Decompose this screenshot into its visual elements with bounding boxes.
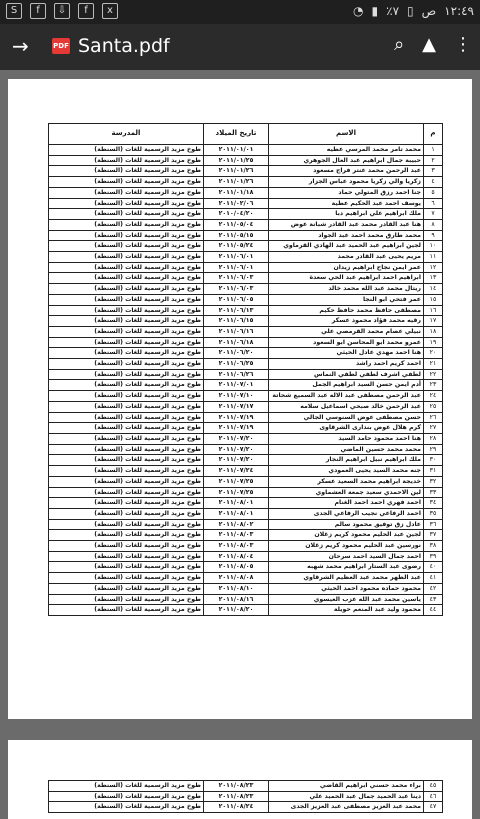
row-number: ٤٤: [424, 605, 443, 616]
birth-date: ٢٠١١/٠٧/٢٠: [204, 433, 269, 444]
row-number: ٤٥: [424, 781, 443, 792]
student-name: عبد الرحمن خالد صبحي اسماعيل سلامه: [269, 401, 424, 412]
table-row: [49, 166, 443, 177]
facebook-icon: f: [30, 3, 46, 19]
row-number: ١٤: [424, 284, 443, 295]
student-name: يوسف احمد عبد الحكيم عطية: [269, 198, 424, 209]
school-name: طوخ مزيد الرسمية للغات (السنطة): [49, 198, 204, 209]
birth-date: ٢٠١١/٠٨/٠٨: [204, 573, 269, 584]
row-number: ٢٢: [424, 369, 443, 380]
birth-date: ٢٠١١/٠٧/٢٥: [204, 476, 269, 487]
row-number: ١٧: [424, 316, 443, 327]
table-row: [49, 433, 443, 444]
school-name: طوخ مزيد الرسمية للغات (السنطة): [49, 187, 204, 198]
table-row: [49, 466, 443, 477]
school-name: طوخ مزيد الرسمية للغات (السنطة): [49, 401, 204, 412]
birth-date: ٢٠١١/٠٥/٠٤: [204, 219, 269, 230]
school-name: طوخ مزيد الرسمية للغات (السنطة): [49, 230, 204, 241]
row-number: ١٦: [424, 305, 443, 316]
table-row: [49, 412, 443, 423]
birth-date: ٢٠١١/٠٨/٠١: [204, 498, 269, 509]
school-name: طوخ مزيد الرسمية للغات (السنطة): [49, 348, 204, 359]
birth-date: ٢٠١١/٠٨/٠٣: [204, 530, 269, 541]
student-name: احمد الرفاعي نجيب الرفاعي الجدى: [269, 508, 424, 519]
row-number: ٢١: [424, 359, 443, 370]
row-number: ٢٧: [424, 423, 443, 434]
table-row: [49, 294, 443, 305]
table-row: [49, 423, 443, 434]
row-number: ٤١: [424, 573, 443, 584]
school-name: طوخ مزيد الرسمية للغات (السنطة): [49, 562, 204, 573]
table-row: [49, 359, 443, 370]
skype-icon: S: [6, 3, 22, 19]
row-number: ٣٢: [424, 476, 443, 487]
row-number: ٤٧: [424, 802, 443, 813]
row-number: ٤٠: [424, 562, 443, 573]
table-row: [49, 594, 443, 605]
school-name: طوخ مزيد الرسمية للغات (السنطة): [49, 177, 204, 188]
school-name: طوخ مزيد الرسمية للغات (السنطة): [49, 241, 204, 252]
table-row: [49, 498, 443, 509]
table-row: [49, 155, 443, 166]
row-number: ٣٥: [424, 508, 443, 519]
student-name: محمود حماده محمود احمد الحيثي: [269, 583, 424, 594]
row-number: ٣٨: [424, 541, 443, 552]
row-number: ٣٤: [424, 498, 443, 509]
birth-date: ٢٠١١/٠٦/٠١: [204, 262, 269, 273]
table-row: [49, 519, 443, 530]
student-name: جنا احمد رزق المتولي حماد: [269, 187, 424, 198]
row-number: ٢: [424, 155, 443, 166]
school-name: طوخ مزيد الرسمية للغات (السنطة): [49, 316, 204, 327]
row-number: ٤٣: [424, 594, 443, 605]
student-name: مصطفى حافظ محمد حافظ حكيم: [269, 305, 424, 316]
table-row: [49, 530, 443, 541]
birth-date: ٢٠١١/٠٧/٢٠: [204, 444, 269, 455]
row-number: ٤: [424, 177, 443, 188]
row-number: ٢٥: [424, 401, 443, 412]
birth-date: ٢٠١١/٠٨/٠٥: [204, 562, 269, 573]
school-name: طوخ مزيد الرسمية للغات (السنطة): [49, 498, 204, 509]
table-row: [49, 401, 443, 412]
birth-date: ٢٠١١/٠٦/١٥: [204, 316, 269, 327]
header-number: م: [424, 124, 443, 145]
student-name: جنه محمد السيد يحيى العمودي: [269, 466, 424, 477]
table-row: [49, 177, 443, 188]
table-row: [49, 369, 443, 380]
table-row: [49, 316, 443, 327]
birth-date: ٢٠١١/٠١/٢٦: [204, 166, 269, 177]
school-name: طوخ مزيد الرسمية للغات (السنطة): [49, 284, 204, 295]
school-name: طوخ مزيد الرسمية للغات (السنطة): [49, 444, 204, 455]
row-number: ٢٩: [424, 444, 443, 455]
student-name: نورسين عبد الحليم محمود كريم زغلان: [269, 541, 424, 552]
table-row: [49, 326, 443, 337]
student-name: مريم يحيى عبد القادر محمد: [269, 252, 424, 263]
student-name: أدم ايمن حسن السيد ابراهيم الجمل: [269, 380, 424, 391]
back-arrow-icon[interactable]: →: [12, 34, 29, 58]
school-name: طوخ مزيد الرسمية للغات (السنطة): [49, 476, 204, 487]
birth-date: ٢٠١١/٠٦/١٨: [204, 337, 269, 348]
table-row: [49, 252, 443, 263]
school-name: طوخ مزيد الرسمية للغات (السنطة): [49, 359, 204, 370]
status-bar: [0, 0, 480, 24]
student-name: عمر فتحي ابو النجا: [269, 294, 424, 305]
school-name: طوخ مزيد الرسمية للغات (السنطة): [49, 423, 204, 434]
students-table: [48, 123, 443, 616]
row-number: ١: [424, 145, 443, 156]
birth-date: ٢٠١١/٠٦/٢٦: [204, 369, 269, 380]
student-name: محمد تامر محمد المرسي عطيه: [269, 145, 424, 156]
table-row: [49, 337, 443, 348]
row-number: ٣: [424, 166, 443, 177]
clock: ١٢:٤٩: [444, 4, 474, 18]
student-name: محمد عبد العزيز مصطفى عبد العزيز الجدى: [269, 802, 424, 813]
birth-date: ٢٠١١/٠٨/١٠: [204, 583, 269, 594]
battery-level: ٪٧: [386, 4, 400, 18]
birth-date: ٢٠١١/٠٨/٠٣: [204, 541, 269, 552]
birth-date: ٢٠١١/٠٨/٢٣: [204, 791, 269, 802]
birth-date: ٢٠١١/٠٦/٢٥: [204, 359, 269, 370]
birth-date: ٢٠١١/٠٥/٢٤: [204, 241, 269, 252]
student-name: عمر ايمن نجاح ابراهيم زيدان: [269, 262, 424, 273]
school-name: طوخ مزيد الرسمية للغات (السنطة): [49, 605, 204, 616]
school-name: طوخ مزيد الرسمية للغات (السنطة): [49, 380, 204, 391]
table-row: [49, 444, 443, 455]
table-row: [49, 273, 443, 284]
table-row: [49, 391, 443, 402]
row-number: ٣٣: [424, 487, 443, 498]
table-row: [49, 305, 443, 316]
student-name: احمد كريم احمد راشد: [269, 359, 424, 370]
birth-date: ٢٠١١/٠٨/٢٣: [204, 781, 269, 792]
school-name: طوخ مزيد الرسمية للغات (السنطة): [49, 326, 204, 337]
birth-date: ٢٠١١/٠٦/٠٥: [204, 294, 269, 305]
pdf-page-1[interactable]: [8, 79, 472, 719]
row-number: ٦: [424, 198, 443, 209]
school-name: طوخ مزيد الرسمية للغات (السنطة): [49, 273, 204, 284]
table-row: [49, 284, 443, 295]
student-name: احمد فهري احمد احمد الغنام: [269, 498, 424, 509]
school-name: طوخ مزيد الرسمية للغات (السنطة): [49, 583, 204, 594]
row-number: ٢٤: [424, 391, 443, 402]
app-bar: [0, 24, 480, 70]
student-name: عادل زق توفيق محمود سالم: [269, 519, 424, 530]
table-row: [49, 262, 443, 273]
student-name: ياسين محمد عبد الله عزب العيسوي: [269, 594, 424, 605]
student-name: حسن مصطفى عوض السنوسي الجالي: [269, 412, 424, 423]
birth-date: ٢٠١١/٠٧/١٩: [204, 423, 269, 434]
pdf-file-icon: PDF: [52, 38, 70, 54]
row-number: ٣١: [424, 466, 443, 477]
school-name: طوخ مزيد الرسمية للغات (السنطة): [49, 530, 204, 541]
students-table-continued: [48, 780, 443, 813]
birth-date: ٢٠١١/٠٨/٢٤: [204, 802, 269, 813]
birth-date: ٢٠١١/٠٧/١٠: [204, 391, 269, 402]
table-row: [49, 781, 443, 792]
student-name: ملك ابراهيم نبيل ابراهيم النجار: [269, 455, 424, 466]
table-row: [49, 551, 443, 562]
school-name: طوخ مزيد الرسمية للغات (السنطة): [49, 252, 204, 263]
student-name: محمد محمد حسين الماضي: [269, 444, 424, 455]
student-name: هنا عبد القادر محمد عبد القادر شبانة عوض: [269, 219, 424, 230]
student-name: عبد الرحمن محمد عنتر فراج مسعود: [269, 166, 424, 177]
birth-date: ٢٠١١/٠٦/٠١: [204, 252, 269, 263]
school-name: طوخ مزيد الرسمية للغات (السنطة): [49, 262, 204, 273]
birth-date: ٢٠١١/٠١/٢٦: [204, 177, 269, 188]
school-name: طوخ مزيد الرسمية للغات (السنطة): [49, 209, 204, 220]
student-name: ملك ابراهيم علي ابراهيم دبا: [269, 209, 424, 220]
school-name: طوخ مزيد الرسمية للغات (السنطة): [49, 541, 204, 552]
birth-date: ٢٠١١/٠٧/١٧: [204, 401, 269, 412]
row-number: ٧: [424, 209, 443, 220]
row-number: ١٠: [424, 241, 443, 252]
birth-date: ٢٠١١/٠٦/١٣: [204, 305, 269, 316]
drive-icon[interactable]: ▲: [422, 34, 436, 55]
status-right: [353, 4, 474, 18]
table-row: [49, 348, 443, 359]
row-number: ٨: [424, 219, 443, 230]
row-number: ١٩: [424, 337, 443, 348]
school-name: طوخ مزيد الرسمية للغات (السنطة): [49, 519, 204, 530]
student-name: لطفي اشرف لطفي لطفي النماس: [269, 369, 424, 380]
school-name: طوخ مزيد الرسمية للغات (السنطة): [49, 219, 204, 230]
birth-date: ٢٠١١/٠٨/٠١: [204, 508, 269, 519]
school-name: طوخ مزيد الرسمية للغات (السنطة): [49, 573, 204, 584]
row-number: ١٣: [424, 273, 443, 284]
school-name: طوخ مزيد الرسمية للغات (السنطة): [49, 166, 204, 177]
signal-icon: ▮: [371, 4, 379, 18]
pdf-page-2[interactable]: [8, 740, 472, 819]
birth-date: ٢٠١١/٠٦/١٦: [204, 326, 269, 337]
table-row: [49, 209, 443, 220]
row-number: ١٨: [424, 326, 443, 337]
table-row: [49, 573, 443, 584]
birth-date: ٢٠١١/٠١/٠١: [204, 145, 269, 156]
birth-date: ٢٠١١/٠٦/٢٠: [204, 348, 269, 359]
table-row: [49, 241, 443, 252]
table-row: [49, 219, 443, 230]
row-number: ٤٦: [424, 791, 443, 802]
row-number: ٢٨: [424, 433, 443, 444]
ampm: ص: [421, 4, 437, 18]
row-number: ٣٦: [424, 519, 443, 530]
birth-date: ٢٠١١/٠٦/٠٣: [204, 273, 269, 284]
facebook-icon: f: [78, 3, 94, 19]
student-name: ريتال محمد عبد الله محمد خالد: [269, 284, 424, 295]
table-row: [49, 791, 443, 802]
row-number: ٢٠: [424, 348, 443, 359]
row-number: ٢٦: [424, 412, 443, 423]
birth-date: ٢٠١١/٠٧/١٩: [204, 412, 269, 423]
school-name: طوخ مزيد الرسمية للغات (السنطة): [49, 145, 204, 156]
school-name: طوخ مزيد الرسمية للغات (السنطة): [49, 391, 204, 402]
header-school: المدرسة: [49, 124, 204, 145]
school-name: طوخ مزيد الرسمية للغات (السنطة): [49, 455, 204, 466]
student-name: عبد الظهر محمد عبد العظيم الشرقاوي: [269, 573, 424, 584]
school-name: طوخ مزيد الرسمية للغات (السنطة): [49, 294, 204, 305]
student-name: احمد جمال السيد احمد سرحان: [269, 551, 424, 562]
student-name: لجين ابراهيم عبد الحميد عبد الهادي القرماوي: [269, 241, 424, 252]
battery-icon: ▯: [407, 4, 414, 18]
birth-date: ٢٠١١/٠٨/١٦: [204, 594, 269, 605]
header-birthdate: تاريخ الميلاد: [204, 124, 269, 145]
excel-icon: x: [102, 3, 118, 19]
student-name: لجين عبد الحليم محمود كريم زغلان: [269, 530, 424, 541]
table-row: [49, 455, 443, 466]
student-name: دينا عبد الحميد جمال عبد الحميد علي: [269, 791, 424, 802]
birth-date: ٢٠١٠/٠٤/٢٠: [204, 209, 269, 220]
school-name: طوخ مزيد الرسمية للغات (السنطة): [49, 412, 204, 423]
birth-date: ٢٠١١/٠٧/٢٠: [204, 455, 269, 466]
notification-icons: [6, 3, 118, 19]
student-name: محمود وليد عبد المنعم حويلة: [269, 605, 424, 616]
student-name: رضوى عبد الستار ابراهيم محمد شهبه: [269, 562, 424, 573]
row-number: ٣٠: [424, 455, 443, 466]
table-row: [49, 380, 443, 391]
appbar-actions: [394, 34, 472, 55]
row-number: ١٢: [424, 262, 443, 273]
school-name: طوخ مزيد الرسمية للغات (السنطة): [49, 155, 204, 166]
student-name: محمد طارق محمد احمد عبد الجواد: [269, 230, 424, 241]
row-number: ١٥: [424, 294, 443, 305]
table-row: [49, 802, 443, 813]
table-row: [49, 487, 443, 498]
birth-date: ٢٠١١/٠٧/٢٥: [204, 487, 269, 498]
school-name: طوخ مزيد الرسمية للغات (السنطة): [49, 487, 204, 498]
row-number: ٣٧: [424, 530, 443, 541]
search-icon[interactable]: ⌕: [394, 34, 405, 55]
student-name: براء محمد حسني ابراهيم القاضي: [269, 781, 424, 792]
row-number: ٩: [424, 230, 443, 241]
student-name: زكريا والي زكريا محمود عباس الجزار: [269, 177, 424, 188]
student-name: عبد الرحمن مصطفى عبد الاله عبد السميع شحاتة: [269, 391, 424, 402]
table-row: [49, 541, 443, 552]
student-name: ابراهيم احمد ابراهيم عبد الحي سعدة: [269, 273, 424, 284]
row-number: ٤٢: [424, 583, 443, 594]
document-title: Santa.pdf: [78, 35, 170, 57]
header-name: الاسم: [269, 124, 424, 145]
table-row: [49, 198, 443, 209]
wifi-icon: ◔: [353, 4, 364, 18]
table-row: [49, 508, 443, 519]
table-header-row: [49, 124, 443, 145]
table-row: [49, 187, 443, 198]
birth-date: ٢٠١١/٠١/١٨: [204, 187, 269, 198]
school-name: طوخ مزيد الرسمية للغات (السنطة): [49, 594, 204, 605]
row-number: ٥: [424, 187, 443, 198]
school-name: طوخ مزيد الرسمية للغات (السنطة): [49, 781, 204, 792]
student-name: رقيه محمد فؤاد محمود عسكر: [269, 316, 424, 327]
table-row: [49, 583, 443, 594]
student-name: لين الاحمدي سعيد جمعة العشماوي: [269, 487, 424, 498]
table-row: [49, 476, 443, 487]
school-name: طوخ مزيد الرسمية للغات (السنطة): [49, 508, 204, 519]
student-name: هنا احمد محمود حامد السيد: [269, 433, 424, 444]
row-number: ١١: [424, 252, 443, 263]
birth-date: ٢٠١١/٠٦/٠٣: [204, 284, 269, 295]
birth-date: ٢٠١١/٠٨/٢٠: [204, 605, 269, 616]
school-name: طوخ مزيد الرسمية للغات (السنطة): [49, 369, 204, 380]
row-number: ٣٩: [424, 551, 443, 562]
birth-date: ٢٠١١/٠٨/٠٤: [204, 551, 269, 562]
school-name: طوخ مزيد الرسمية للغات (السنطة): [49, 802, 204, 813]
school-name: طوخ مزيد الرسمية للغات (السنطة): [49, 337, 204, 348]
birth-date: ٢٠١١/٠٧/٠١: [204, 380, 269, 391]
school-name: طوخ مزيد الرسمية للغات (السنطة): [49, 305, 204, 316]
row-number: ٢٣: [424, 380, 443, 391]
download-icon: ⇩: [54, 3, 70, 19]
school-name: طوخ مزيد الرسمية للغات (السنطة): [49, 551, 204, 562]
student-name: عمرو محمد ابو المحاسن ابو السعود: [269, 337, 424, 348]
school-name: طوخ مزيد الرسمية للغات (السنطة): [49, 466, 204, 477]
student-name: هنا احمد مهدي عادل الحيثي: [269, 348, 424, 359]
birth-date: ٢٠١١/٠٢/٠٦: [204, 198, 269, 209]
more-options-icon[interactable]: ⋮: [454, 34, 472, 55]
table-row: [49, 230, 443, 241]
birth-date: ٢٠١١/٠٨/٠٢: [204, 519, 269, 530]
table-row: [49, 562, 443, 573]
birth-date: ٢٠١١/٠٧/٢٤: [204, 466, 269, 477]
table-row: [49, 605, 443, 616]
table-row: [49, 145, 443, 156]
student-name: كرم هلال عوض بندارى الشرقاوى: [269, 423, 424, 434]
birth-date: ٢٠١١/٠١/٢٥: [204, 155, 269, 166]
school-name: طوخ مزيد الرسمية للغات (السنطة): [49, 433, 204, 444]
birth-date: ٢٠١١/٠٥/١٥: [204, 230, 269, 241]
student-name: خديجة ابراهيم محمد السعيد عسكر: [269, 476, 424, 487]
school-name: طوخ مزيد الرسمية للغات (السنطة): [49, 791, 204, 802]
student-name: نبيلي عصام محمد القرمصي علي: [269, 326, 424, 337]
student-name: حبيبة جمال ابراهيم عبد العال الجوهري: [269, 155, 424, 166]
